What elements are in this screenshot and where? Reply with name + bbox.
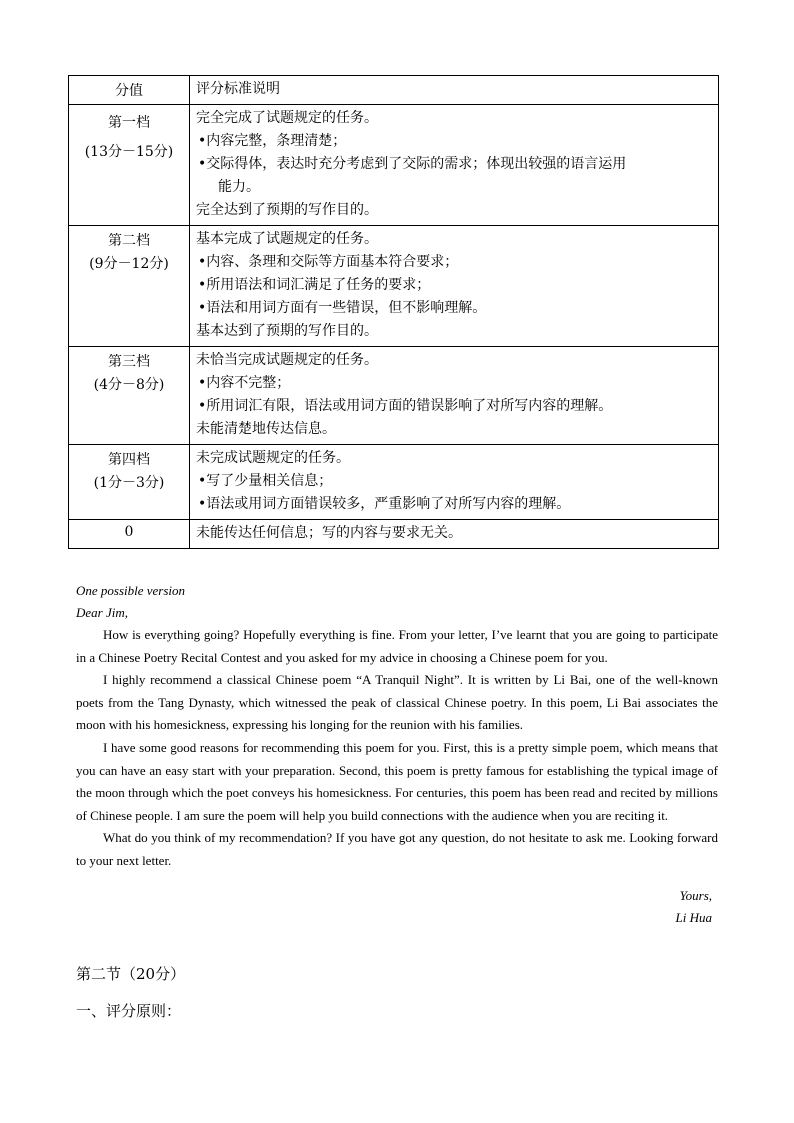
criteria-line: •所用词汇有限，语法或用词方面的错误影响了对所写内容的理解。: [198, 398, 613, 414]
section-title: 第二节（20分）: [76, 965, 186, 983]
essay-paragraph: How is everything going? Hopefully everything is fine. From your letter, I’ve learnt that you are going to participate in a Chinese Poetry Recital Contest and you asked for my advice in choosing a Chinese poem for you.: [76, 627, 718, 665]
criteria-line: 未能清楚地传达信息。: [196, 421, 336, 437]
criteria-line: 基本达到了预期的写作目的。: [196, 323, 378, 339]
level-range: (4分－8分): [93, 377, 165, 393]
essay-signature: Li Hua: [675, 909, 712, 925]
criteria-line: 未完成试题规定的任务。: [196, 450, 350, 466]
criteria-line: •交际得体，表达时充分考虑到了交际的需求；体现出较强的语言运用: [198, 156, 627, 172]
level-name: 第二档: [108, 233, 150, 249]
table-row-level-0: [69, 520, 719, 549]
essay-paragraph: I have some good reasons for recommending this poem for you. First, this is a pretty simple poem, which means that you can have an easy start with your preparation. Second, this poem is pretty famous for establishing the typical image of the moon through which the poet conveys his homesickness. For centuries, this poem has been read and recited by millions of Chinese people. I am sure the poem will help you build connections with the audience when you are reciting it.: [76, 739, 718, 823]
criteria-line: •语法或用词方面错误较多，严重影响了对所写内容的理解。: [198, 496, 571, 512]
table-row-level-2: [69, 226, 719, 347]
grading-table: [68, 75, 719, 549]
criteria-line: •语法和用词方面有一些错误，但不影响理解。: [198, 300, 487, 316]
criteria-line: 未恰当完成试题规定的任务。: [196, 352, 378, 368]
table-row-level-1: [69, 105, 719, 226]
level-name: 第四档: [108, 452, 150, 468]
header-score: 分值: [69, 76, 190, 105]
criteria-line: •内容、条理和交际等方面基本符合要求；: [198, 254, 459, 270]
table-row-level-3: [69, 347, 719, 445]
essay-paragraph: What do you think of my recommendation? If you have got any question, do not hesitate to ask me. Looking forward to your next letter.: [76, 830, 718, 868]
criteria-line: 未能传达任何信息；写的内容与要求无关。: [196, 525, 462, 541]
essay-paragraph: I highly recommend a classical Chinese poem “A Tranquil Night”. It is written by Li Bai, one of the well-known poets from the Tang Dynasty, which witnessed the peak of classical Chinese poetry. In this poem, Li Bai associates the moon with his homesickness, expressing his longing for the reunion with his families.: [76, 672, 718, 733]
criteria-line: 能力。: [218, 179, 260, 195]
level-name: 第三档: [108, 354, 150, 370]
criteria-line: 完全达到了预期的写作目的。: [196, 202, 378, 218]
criteria-line: 完全完成了试题规定的任务。: [196, 110, 378, 126]
criteria-line: •所用语法和词汇满足了任务的要求；: [198, 277, 431, 293]
table-row-level-4: [69, 445, 719, 520]
essay-label: One possible version: [76, 583, 186, 598]
level-name: 第一档: [108, 115, 150, 131]
essay-closing: Yours,: [679, 887, 712, 903]
level-range: (13分－15分): [84, 144, 174, 160]
section-subtitle: 一、评分原则：: [76, 1002, 182, 1020]
essay-greeting: Dear Jim,: [76, 605, 128, 620]
criteria-line: 基本完成了试题规定的任务。: [196, 231, 378, 247]
level-range: (9分－12分): [89, 256, 169, 272]
criteria-line: •内容不完整；: [198, 375, 291, 391]
level-range: (1分－3分): [93, 475, 165, 491]
criteria-line: •内容完整，条理清楚；: [198, 133, 347, 149]
level-name: 0: [124, 524, 134, 540]
sample-essay: [76, 580, 718, 929]
criteria-line: •写了少量相关信息；: [198, 473, 333, 489]
header-criteria: 评分标准说明: [190, 76, 719, 105]
table-header-row: [69, 76, 719, 105]
